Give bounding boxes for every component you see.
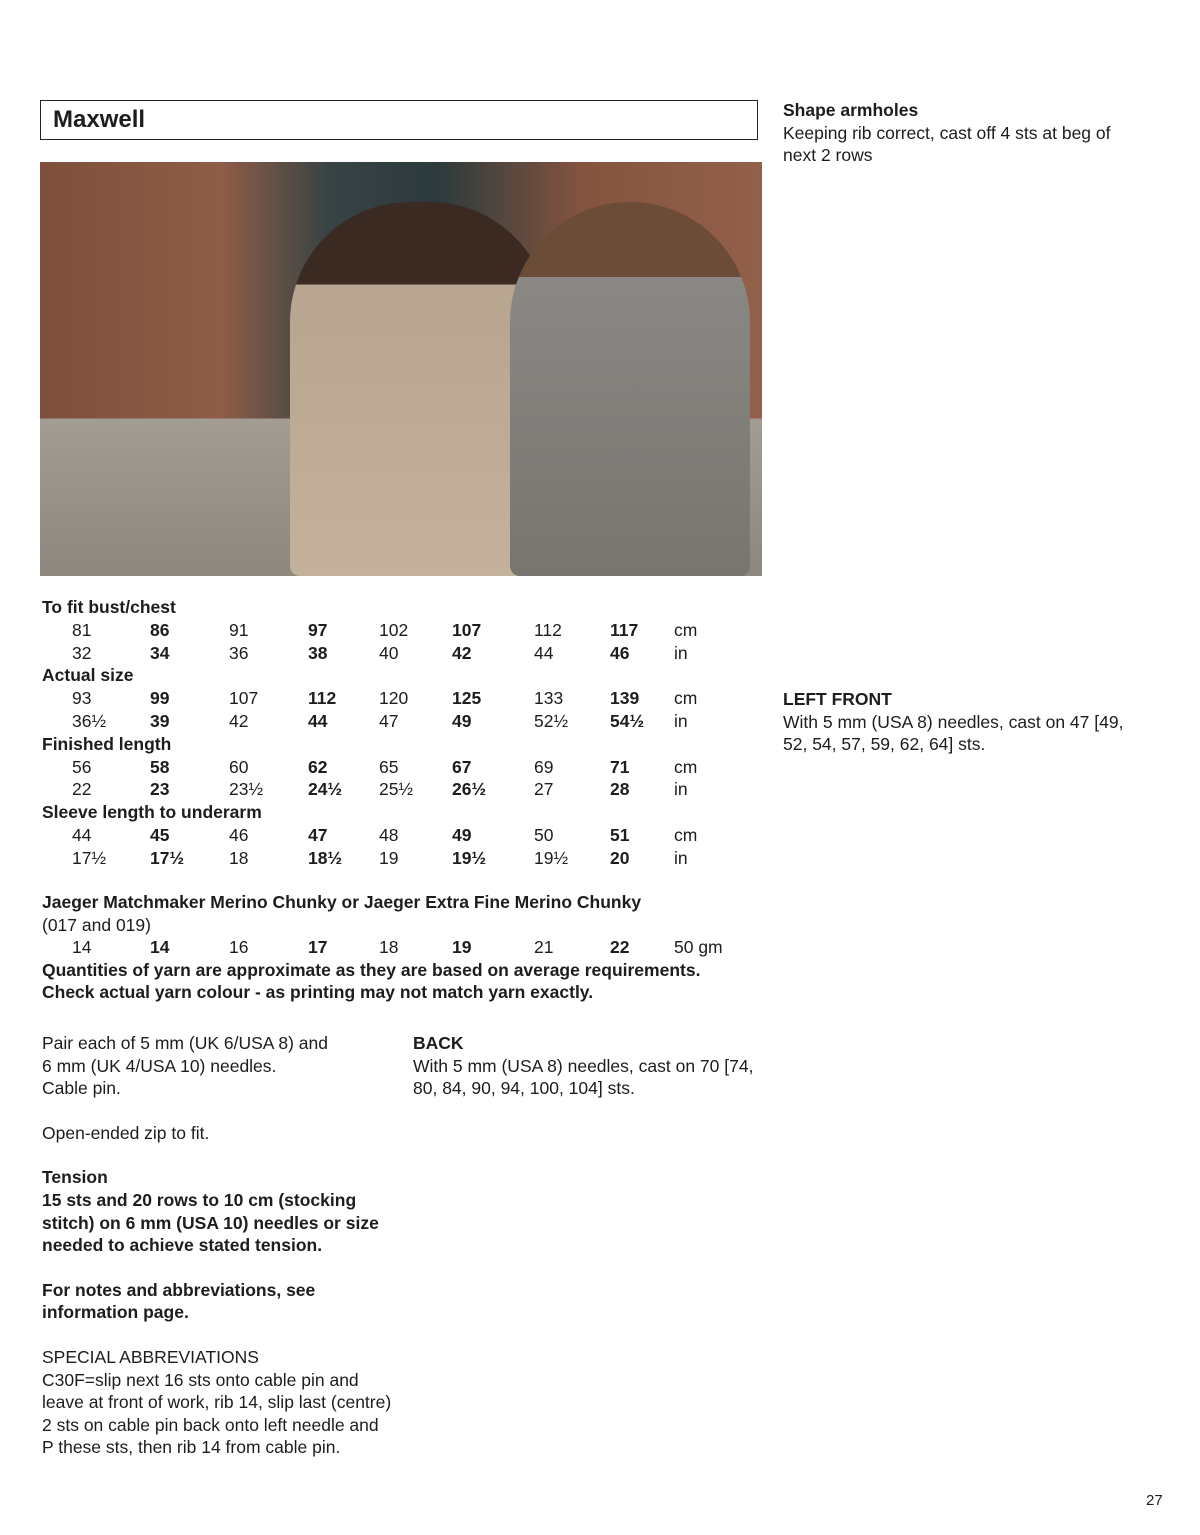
size-value: 19½ <box>452 847 487 868</box>
size-unit: in <box>674 847 688 868</box>
size-value: 60 <box>229 756 249 777</box>
size-value: 22 <box>610 937 630 958</box>
size-row <box>42 687 722 710</box>
size-heading: Actual size <box>42 665 134 686</box>
size-value: 117 <box>610 620 639 640</box>
back-cast-on: With 5 mm (USA 8) needles, cast on 70 [74, 80, 84, 90, 94, 100, 104] sts. <box>413 1055 754 1099</box>
size-value: 16 <box>229 937 249 958</box>
size-value: 51 <box>610 825 630 846</box>
size-value: 91 <box>229 620 249 640</box>
size-heading: Sleeve length to underarm <box>42 802 262 823</box>
size-heading: To fit bust/chest <box>42 597 176 617</box>
size-row <box>42 619 722 642</box>
size-value: 107 <box>452 620 482 640</box>
size-row <box>42 824 722 847</box>
size-unit: in <box>674 711 688 732</box>
size-value: 46 <box>229 825 249 846</box>
size-value: 112 <box>308 688 337 709</box>
yarn-note: Check actual yarn colour - as printing may not match yarn exactly. <box>42 982 594 1003</box>
size-value: 32 <box>72 642 92 663</box>
size-unit: in <box>674 779 688 800</box>
size-value: 17 <box>308 937 328 958</box>
size-value: 23 <box>150 779 170 800</box>
size-value: 24½ <box>308 779 343 800</box>
size-value: 46 <box>610 642 630 663</box>
zip-text: Open-ended zip to fit. <box>42 1122 210 1143</box>
size-value: 102 <box>379 620 409 640</box>
tension-text: 15 sts and 20 rows to 10 cm (stocking stitch) on 6 mm (USA 10) needles or size needed to achieve stated tension. <box>42 1189 379 1256</box>
back-column <box>413 1032 763 1100</box>
size-value: 120 <box>379 688 409 709</box>
special-heading: SPECIAL ABBREVIATIONS <box>42 1346 259 1367</box>
page-number: 27 <box>1146 1492 1163 1509</box>
size-value: 133 <box>534 688 564 709</box>
tension-heading: Tension <box>42 1167 108 1188</box>
size-unit: cm <box>674 756 698 777</box>
size-heading: Finished length <box>42 733 172 754</box>
size-value: 17½ <box>150 847 185 868</box>
size-value: 22 <box>72 779 92 800</box>
size-unit: cm <box>674 825 698 846</box>
left-front-heading: LEFT FRONT <box>783 689 892 709</box>
shape-armholes-heading: Shape armholes <box>783 100 919 120</box>
size-value: 139 <box>610 688 640 709</box>
size-value: 49 <box>452 711 472 732</box>
size-value: 56 <box>72 756 92 777</box>
size-value: 45 <box>150 825 170 846</box>
size-value: 67 <box>452 756 472 777</box>
size-row <box>42 778 722 801</box>
size-value: 17½ <box>72 847 107 868</box>
pattern-photo <box>40 162 762 576</box>
size-value: 49 <box>452 825 472 846</box>
size-unit: 50 gm <box>674 937 723 958</box>
size-value: 42 <box>452 642 472 663</box>
size-value: 26½ <box>452 779 487 800</box>
size-row <box>42 710 722 733</box>
size-value: 93 <box>72 688 92 709</box>
size-value: 39 <box>150 711 170 732</box>
size-value: 34 <box>150 642 170 663</box>
size-value: 97 <box>308 620 328 640</box>
size-value: 71 <box>610 756 630 777</box>
size-row <box>42 642 722 665</box>
size-value: 44 <box>534 642 554 663</box>
pattern-title: Maxwell <box>40 100 758 140</box>
size-value: 20 <box>610 847 630 868</box>
size-value: 25½ <box>379 779 414 800</box>
armholes-text: Keeping rib correct, cast off 4 sts at beg of next 2 rows <box>783 122 1111 166</box>
size-row <box>42 847 722 870</box>
size-value: 14 <box>72 937 92 958</box>
special-text: C30F=slip next 16 sts onto cable pin and leave at front of work, rib 14, slip last (centre) 2 sts on cable pin back onto left needle and P these sts, then rib 14 from cable pin. <box>42 1369 392 1458</box>
yarn-shades: (017 and 019) <box>42 914 151 935</box>
size-value: 19 <box>452 937 472 958</box>
size-value: 19½ <box>534 847 569 868</box>
size-value: 65 <box>379 756 399 777</box>
size-value: 125 <box>452 688 482 709</box>
size-value: 52½ <box>534 711 569 732</box>
size-value: 107 <box>229 688 259 709</box>
back-heading: BACK <box>413 1033 464 1053</box>
size-value: 42 <box>229 711 249 732</box>
size-value: 48 <box>379 825 399 846</box>
size-value: 14 <box>150 937 170 958</box>
size-value: 19 <box>379 847 399 868</box>
size-value: 21 <box>534 937 554 958</box>
yarn-name: Jaeger Matchmaker Merino Chunky or Jaeger Extra Fine Merino Chunky <box>42 892 642 912</box>
size-unit: in <box>674 642 688 663</box>
size-value: 36 <box>229 642 249 663</box>
model-man <box>510 202 750 576</box>
size-value: 62 <box>308 756 328 777</box>
size-value: 23½ <box>229 779 264 800</box>
size-value: 44 <box>72 825 92 846</box>
size-value: 44 <box>308 711 328 732</box>
size-value: 54½ <box>610 711 645 732</box>
size-value: 47 <box>379 711 399 732</box>
size-value: 86 <box>150 620 170 640</box>
size-value: 81 <box>72 620 92 640</box>
size-value: 36½ <box>72 711 107 732</box>
yarn-note: Quantities of yarn are approximate as they are based on average requirements. <box>42 959 701 980</box>
left-front-column <box>783 688 1133 756</box>
size-unit: cm <box>674 688 698 709</box>
size-unit: cm <box>674 620 698 640</box>
right-column <box>783 99 1133 167</box>
left-column <box>42 1032 392 1459</box>
size-value: 18 <box>229 847 249 868</box>
size-value: 38 <box>308 642 328 663</box>
left-front-text: With 5 mm (USA 8) needles, cast on 47 [49, 52, 54, 57, 59, 62, 64] sts. <box>783 711 1124 755</box>
size-value: 69 <box>534 756 554 777</box>
size-value: 47 <box>308 825 328 846</box>
size-value: 27 <box>534 779 554 800</box>
yarn-quantities <box>42 936 762 959</box>
size-value: 50 <box>534 825 554 846</box>
needles-text: 6 mm (UK 4/USA 10) needles. <box>42 1055 277 1076</box>
size-value: 99 <box>150 688 170 709</box>
yarn-block <box>42 891 762 1004</box>
size-value: 18½ <box>308 847 343 868</box>
size-value: 28 <box>610 779 630 800</box>
notes-text: For notes and abbreviations, see information page. <box>42 1279 316 1323</box>
size-value: 18 <box>379 937 399 958</box>
size-value: 58 <box>150 756 170 777</box>
size-value: 40 <box>379 642 399 663</box>
size-table <box>42 596 722 870</box>
needles-text: Pair each of 5 mm (UK 6/USA 8) and <box>42 1033 328 1053</box>
cable-pin-text: Cable pin. <box>42 1078 121 1099</box>
size-value: 112 <box>534 620 562 640</box>
size-row <box>42 756 722 779</box>
